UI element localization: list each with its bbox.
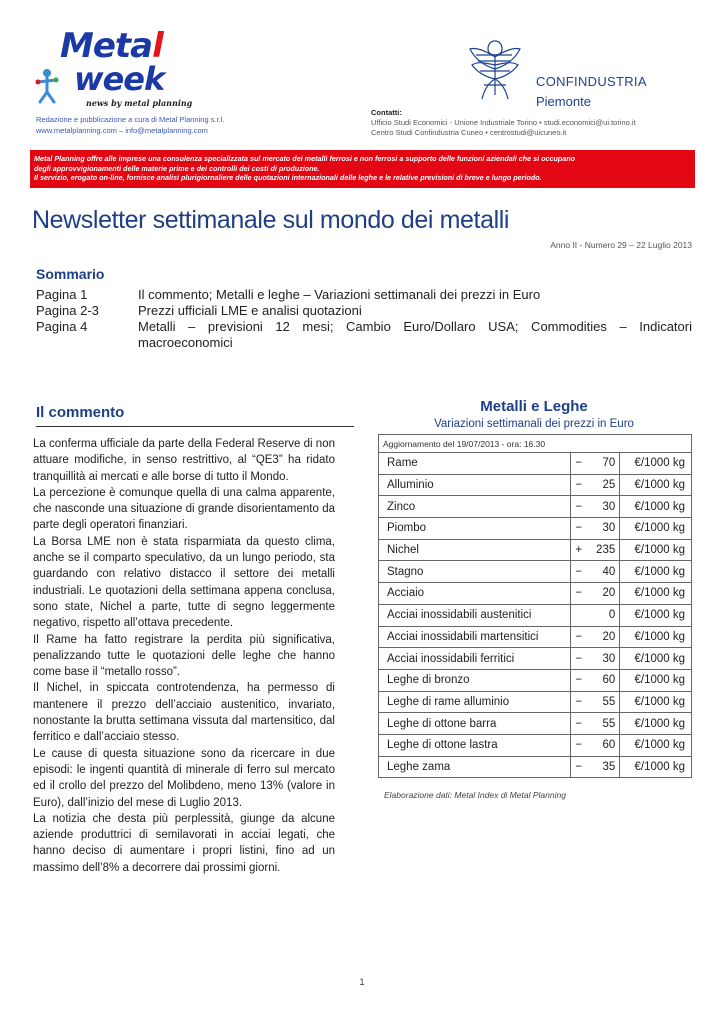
unit-cell: €/1000 kg: [620, 691, 692, 713]
table-row: [379, 669, 692, 691]
change-value-cell: 60: [588, 669, 620, 691]
metal-name-cell: Acciai inossidabili ferritici: [379, 648, 571, 670]
table-row: [379, 474, 692, 496]
metal-name-cell: Acciai inossidabili austenitici: [379, 604, 571, 626]
data-source-note: Elaborazione dati: Metal Index di Metal Planning: [384, 790, 566, 800]
change-sign-cell: −: [571, 648, 588, 670]
change-sign-cell: −: [571, 496, 588, 518]
table-row: [379, 691, 692, 713]
unit-cell: €/1000 kg: [620, 539, 692, 561]
table-row: [379, 713, 692, 735]
table-row: [379, 496, 692, 518]
change-sign-cell: −: [571, 713, 588, 735]
metal-name-cell: Zinco: [379, 496, 571, 518]
table-of-contents: [36, 287, 692, 351]
change-value-cell: 20: [588, 583, 620, 605]
commento-heading: Il commento: [36, 404, 125, 421]
table-row: [379, 453, 692, 475]
table-row: [379, 604, 692, 626]
toc-text: Il commento; Metalli e leghe – Variazioni settimanali dei prezzi in Euro: [138, 287, 541, 302]
change-sign-cell: −: [571, 561, 588, 583]
change-value-cell: 60: [588, 734, 620, 756]
toc-page: Pagina 4: [36, 319, 88, 334]
publisher-line: Redazione e pubblicazione a cura di Metal Planning s.r.l.: [36, 115, 225, 124]
metalli-subheading: Variazioni settimanali dei prezzi in Euro: [434, 418, 634, 430]
change-sign-cell: −: [571, 453, 588, 475]
toc-item[interactable]: [36, 287, 692, 303]
update-cell: Aggiornamento del 19/07/2013 - ora: 16.30: [379, 435, 692, 453]
change-sign-cell: −: [571, 583, 588, 605]
toc-item[interactable]: [36, 303, 692, 319]
toc-page: Pagina 2-3: [36, 303, 99, 318]
change-value-cell: 40: [588, 561, 620, 583]
metal-name-cell: Rame: [379, 453, 571, 475]
person-figure-icon: [34, 68, 60, 104]
change-value-cell: 30: [588, 496, 620, 518]
metal-name-cell: Leghe di rame alluminio: [379, 691, 571, 713]
newsletter-title: Newsletter settimanale sul mondo dei metalli: [32, 206, 510, 234]
banner-line: Metal Planning offre alle imprese una consulenza specializzata sul mercato dei metalli ferrosi e non ferrosi a supporto delle funzioni aziendali che si occupano: [34, 154, 576, 163]
metal-name-cell: Stagno: [379, 561, 571, 583]
commento-paragraph: La conferma ufficiale da parte della Federal Reserve di non attuare modifiche, in senso restrittivo, al “QE3” ha ridato tranquillità ai mercati e alle borse di tutto il Mondo.: [33, 438, 335, 483]
price-change-table: [378, 434, 692, 778]
metal-name-cell: Leghe zama: [379, 756, 571, 778]
change-value-cell: 20: [588, 626, 620, 648]
logo-word-metal: Metal: [60, 26, 163, 66]
table-row: [379, 648, 692, 670]
publisher-info: [36, 114, 224, 136]
metal-name-cell: Alluminio: [379, 474, 571, 496]
metal-name-cell: Leghe di bronzo: [379, 669, 571, 691]
commento-paragraph: Le cause di questa situazione sono da ricercare in due episodi: le ingenti quantità di minerale di ferro sul mercato ed il crollo del prezzo del Molibdeno, meno 13% (valore in Euro), dall’inizio del mese di Luglio 2013.: [33, 747, 335, 809]
toc-item-continued: [36, 335, 692, 351]
table-row: [379, 626, 692, 648]
issue-info: Anno II - Numero 29 – 22 Luglio 2013: [550, 240, 692, 250]
unit-cell: €/1000 kg: [620, 583, 692, 605]
change-value-cell: 30: [588, 648, 620, 670]
banner-line: Il servizio, erogato on-line, fornisce analisi plurigiornaliere delle quotazioni internazionali delle leghe e le relative previsioni di breve e lungo periodo.: [34, 173, 542, 182]
sommario-heading: Sommario: [36, 266, 105, 282]
change-value-cell: 55: [588, 691, 620, 713]
change-value-cell: 55: [588, 713, 620, 735]
unit-cell: €/1000 kg: [620, 604, 692, 626]
change-sign-cell: −: [571, 669, 588, 691]
commento-paragraph: La Borsa LME non è stata risparmiata da questo clima, anche se il comparto speculativo, da un lungo periodo, sta guardando con relativo distacco il settore dei metalli industriali. Le quotazioni della settimana appena conclusa, sono state, Nichel a parte, tutte di segno leggermente negativo, rispetto all’ottava precedente.: [33, 535, 335, 630]
unit-cell: €/1000 kg: [620, 453, 692, 475]
metal-name-cell: Acciai inossidabili martensitici: [379, 626, 571, 648]
service-banner: [30, 150, 695, 188]
change-value-cell: 30: [588, 518, 620, 540]
page-number: 1: [359, 977, 365, 987]
toc-text: Metalli – previsioni 12 mesi; Cambio Euro/Dollaro USA; Commodities – Indicatori: [138, 319, 692, 334]
table-row: [379, 583, 692, 605]
unit-cell: €/1000 kg: [620, 474, 692, 496]
table-row: [379, 734, 692, 756]
confindustria-eagle-icon: [466, 35, 524, 103]
commento-paragraph: La percezione è comunque quella di una calma apparente, che nasconde una situazione di grande disorientamento da parte degli operatori finanziari.: [33, 486, 335, 532]
change-value-cell: 25: [588, 474, 620, 496]
toc-page: Pagina 1: [36, 287, 88, 302]
change-sign-cell: −: [571, 734, 588, 756]
unit-cell: €/1000 kg: [620, 734, 692, 756]
table-row: [379, 539, 692, 561]
unit-cell: €/1000 kg: [620, 496, 692, 518]
change-sign-cell: +: [571, 539, 588, 561]
table-row: [379, 561, 692, 583]
change-sign-cell: −: [571, 756, 588, 778]
toc-text: Prezzi ufficiali LME e analisi quotazioni: [138, 303, 362, 318]
contacts-label: Contatti:: [371, 108, 402, 117]
unit-cell: €/1000 kg: [620, 756, 692, 778]
change-value-cell: 0: [588, 604, 620, 626]
metal-name-cell: Nichel: [379, 539, 571, 561]
change-sign-cell: −: [571, 518, 588, 540]
commento-paragraph: Il Nichel, in spiccata controtendenza, ha permesso di mantenere il prezzo dell’acciaio austenitico, invariato, nonostante la brutta settimana vissuta dal martensitico, dal ferritico e dall’acciaio stesso.: [33, 682, 335, 744]
change-sign-cell: −: [571, 474, 588, 496]
change-value-cell: 235: [588, 539, 620, 561]
metal-name-cell: Piombo: [379, 518, 571, 540]
change-sign-cell: −: [571, 691, 588, 713]
unit-cell: €/1000 kg: [620, 626, 692, 648]
change-sign-cell: −: [571, 626, 588, 648]
change-value-cell: 35: [588, 756, 620, 778]
commento-body: [33, 436, 335, 876]
unit-cell: €/1000 kg: [620, 648, 692, 670]
logo-tagline: news by metal planning: [86, 98, 193, 108]
table-row: [379, 756, 692, 778]
publisher-links[interactable]: www.metalplanning.com – info@metalplanning.com: [36, 126, 208, 135]
commento-paragraph: La notizia che desta più perplessità, giunge da alcune aziende produttrici di semilavorati in acciai legati, che hanno deciso di aumentare i propri listini, fino ad un massimo dell’8% a decorrere dai prossimi giorni.: [33, 812, 335, 874]
metal-name-cell: Acciaio: [379, 583, 571, 605]
contacts-block: [371, 108, 636, 138]
unit-cell: €/1000 kg: [620, 518, 692, 540]
metalli-heading: Metalli e Leghe: [480, 398, 588, 415]
table-row: [379, 518, 692, 540]
unit-cell: €/1000 kg: [620, 561, 692, 583]
metal-week-logo: [34, 26, 193, 108]
logo-word-week: week: [74, 60, 165, 98]
banner-line: degli approvvigionamenti delle materie prime e dei controlli dei costi di produzione.: [34, 163, 320, 173]
toc-item[interactable]: [36, 319, 692, 335]
confindustria-region: Piemonte: [536, 94, 591, 109]
unit-cell: €/1000 kg: [620, 669, 692, 691]
commento-divider: [36, 426, 354, 427]
commento-paragraph: Il Rame ha fatto registrare la perdita più significativa, penalizzando tutte le quotazioni delle leghe che hanno come base il “metallo rosso”.: [33, 633, 335, 679]
metal-name-cell: Leghe di ottone barra: [379, 713, 571, 735]
toc-text: macroeconomici: [138, 335, 233, 350]
change-value-cell: 70: [588, 453, 620, 475]
contact-torino[interactable]: Ufficio Studi Economici - Unione Industriale Torino • studi.economici@ui.torino.it: [371, 118, 636, 127]
change-sign-cell: [571, 604, 588, 626]
contact-cuneo[interactable]: Centro Studi Confindustria Cuneo • centrostudi@uicuneo.it: [371, 128, 567, 137]
unit-cell: €/1000 kg: [620, 713, 692, 735]
update-row: [379, 435, 692, 453]
metal-name-cell: Leghe di ottone lastra: [379, 734, 571, 756]
confindustria-name: CONFINDUSTRIA: [536, 74, 647, 89]
